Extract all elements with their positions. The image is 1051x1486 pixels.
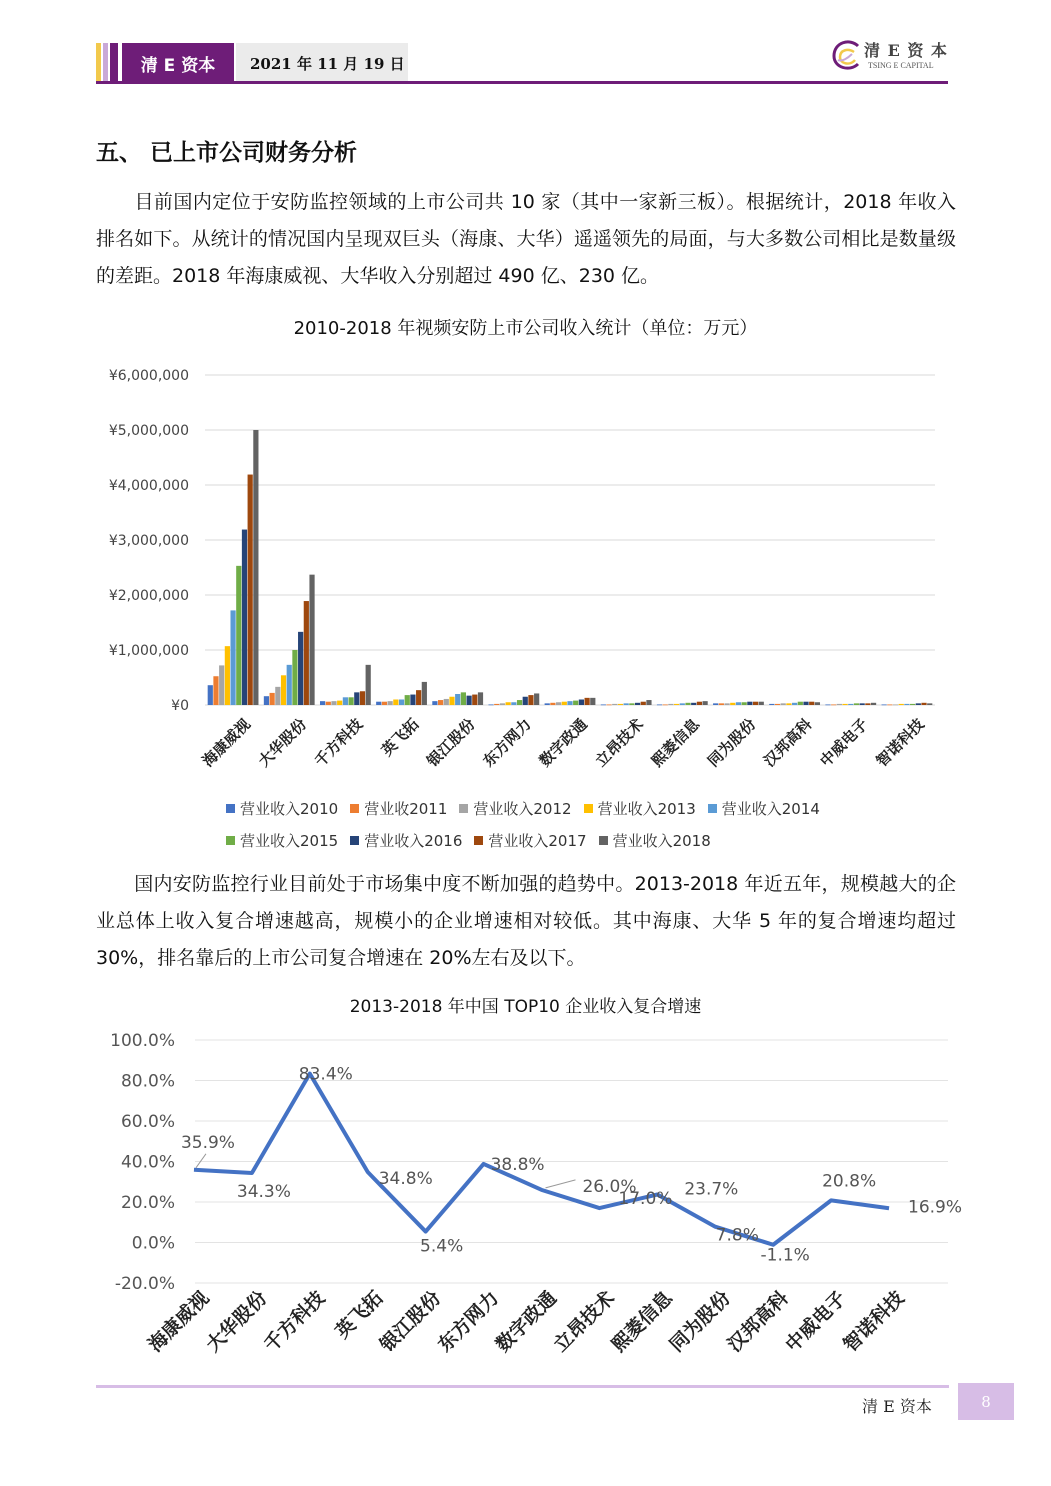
page-number: 8 [958, 1383, 1014, 1420]
bar [837, 704, 842, 705]
bar [736, 702, 741, 705]
x-tick-label: 熙菱信息 [607, 1286, 677, 1357]
label-leader-line [546, 1180, 576, 1188]
bar [567, 701, 572, 705]
y-tick-label: ¥2,000,000 [108, 588, 189, 604]
legend-swatch [226, 804, 235, 813]
bar [674, 704, 679, 705]
legend-swatch [350, 836, 359, 845]
bar [781, 703, 786, 705]
x-tick-label: 智诺科技 [839, 1286, 909, 1357]
bar [393, 700, 398, 706]
bar [225, 646, 230, 705]
data-label: 34.8% [378, 1169, 433, 1190]
bar [680, 703, 685, 705]
bar [208, 685, 213, 705]
y-tick-label: ¥0 [171, 698, 189, 714]
bar [405, 695, 410, 705]
x-tick-label: 银江股份 [375, 1286, 446, 1357]
x-tick-label: 千方科技 [311, 715, 367, 771]
bar [635, 703, 640, 705]
bar [759, 702, 764, 705]
legend-item [474, 830, 586, 851]
bar [354, 692, 359, 705]
bar [270, 693, 275, 705]
bar [556, 702, 561, 705]
bar [904, 704, 909, 705]
bar [854, 703, 859, 705]
data-label: 26.0% [582, 1176, 637, 1197]
y-tick-label: 100.0% [110, 1031, 175, 1051]
legend-label: 营业收入2017 [488, 831, 587, 850]
y-tick-label: 0.0% [131, 1233, 175, 1254]
bar [786, 703, 791, 705]
bar [410, 695, 415, 705]
data-label: 23.7% [684, 1179, 739, 1200]
bar [343, 697, 348, 705]
x-tick-label: 中威电子 [781, 1286, 851, 1357]
legend-row [226, 792, 866, 824]
bar [506, 702, 511, 705]
bar [376, 702, 381, 705]
bar [646, 700, 651, 705]
bar [438, 700, 443, 705]
legend-swatch [226, 836, 235, 845]
bar [899, 704, 904, 705]
bar [792, 703, 797, 705]
paragraph-1 [96, 184, 956, 295]
bar [337, 701, 342, 705]
bar [663, 704, 668, 705]
bar [606, 704, 611, 705]
data-label: -1.1% [760, 1245, 810, 1266]
bar [871, 703, 876, 705]
x-tick-label: 银江股份 [423, 715, 479, 771]
bar-chart-title: 2010-2018 年视频安防上市公司收入统计（单位：万元） [293, 318, 758, 339]
bar [927, 703, 932, 705]
footer-brand: 清 E 资本 [862, 1397, 932, 1416]
bar [685, 703, 690, 705]
bar [320, 701, 325, 705]
bar [703, 701, 708, 705]
bar [618, 704, 623, 705]
x-tick-label: 东方网力 [433, 1286, 504, 1357]
bar [719, 703, 724, 705]
y-tick-label: -20.0% [114, 1274, 175, 1294]
bar [399, 700, 404, 706]
bar [236, 566, 241, 705]
revenue-bar-chart [0, 340, 1051, 840]
bar [388, 701, 393, 705]
data-label: 5.4% [420, 1236, 464, 1257]
x-tick-label: 数字政通 [535, 715, 591, 771]
legend-item [226, 798, 338, 819]
bar [360, 691, 365, 705]
data-label: 20.8% [822, 1171, 877, 1192]
x-tick-label: 东方网力 [479, 715, 535, 771]
data-label: 16.9% [908, 1197, 963, 1218]
logo-swirl-icon [828, 36, 864, 76]
legend-item [599, 830, 711, 851]
bar [590, 698, 595, 705]
data-label: 7.8% [715, 1225, 759, 1246]
legend-label: 营业收入2016 [364, 831, 463, 850]
legend-label: 营业收入2013 [597, 799, 696, 818]
x-tick-label: 海康威视 [198, 715, 254, 771]
x-tick-label: 中威电子 [816, 715, 872, 771]
bar [730, 703, 735, 705]
bar [809, 702, 814, 705]
bar [511, 702, 516, 705]
bar [775, 704, 780, 705]
bar [304, 601, 309, 705]
bar [494, 704, 499, 705]
bar [910, 704, 915, 705]
bar [916, 703, 921, 705]
bar [264, 696, 269, 705]
bar [831, 704, 836, 705]
bar [747, 702, 752, 705]
x-tick-label: 数字政通 [491, 1286, 562, 1357]
bar [466, 696, 471, 705]
bar [798, 702, 803, 705]
bar [472, 695, 477, 705]
bar [213, 676, 218, 705]
label-leader-line [196, 1154, 206, 1168]
x-tick-label: 熙菱信息 [647, 715, 704, 771]
legend-swatch [599, 836, 608, 845]
legend-item [584, 798, 696, 819]
legend-item [350, 830, 462, 851]
bar-chart-legend [226, 792, 866, 856]
header-rule [96, 81, 948, 84]
legend-label: 营业收入2012 [473, 799, 572, 818]
bar [331, 701, 336, 705]
data-label: 38.8% [490, 1154, 545, 1175]
bar [691, 703, 696, 705]
bar [528, 695, 533, 705]
bar [769, 704, 774, 705]
y-tick-label: ¥6,000,000 [108, 368, 189, 384]
bar [281, 675, 286, 705]
y-tick-label: 60.0% [120, 1112, 175, 1132]
y-tick-label: 40.0% [120, 1152, 175, 1173]
x-tick-label: 同为股份 [704, 715, 760, 771]
bar [309, 575, 314, 705]
bar [860, 703, 865, 705]
x-tick-label: 英飞拓 [331, 1286, 388, 1343]
x-tick-label: 大华股份 [254, 715, 311, 771]
x-tick-label: 立昂技术 [591, 715, 647, 771]
bar [579, 700, 584, 706]
legend-item [708, 798, 820, 819]
bar [624, 703, 629, 705]
data-label: 35.9% [180, 1132, 235, 1153]
bar [461, 692, 466, 705]
bar [416, 690, 421, 705]
bar [668, 704, 673, 705]
y-tick-label: ¥5,000,000 [108, 423, 189, 439]
bar [803, 702, 808, 705]
legend-item [350, 798, 447, 819]
legend-item [226, 830, 338, 851]
legend-label: 营业收入2015 [240, 831, 339, 850]
legend-label: 营业收2011 [364, 799, 448, 818]
bar [455, 694, 460, 705]
bar [500, 703, 505, 705]
legend-row [226, 824, 866, 856]
legend-swatch [708, 804, 717, 813]
bar [865, 703, 870, 705]
bar [326, 702, 331, 705]
bar [921, 703, 926, 705]
bar [601, 704, 606, 705]
bar [478, 692, 483, 705]
y-tick-label: ¥4,000,000 [108, 478, 189, 494]
paragraph-2-text: 国内安防监控行业目前处于市场集中度不断加强的趋势中。2013-2018 年近五年，规模越大的企业总体上收入复合增速越高，规模小的企业增速相对较低。其中海康、大华 5 年的复合增速均超过 30%，排名靠后的上市公司复合增速在 20%左右及以下。 [96, 873, 956, 969]
x-tick-label: 立昂技术 [549, 1286, 619, 1357]
bar [248, 475, 253, 705]
bar [641, 702, 646, 705]
x-tick-label: 同为股份 [665, 1286, 735, 1357]
cagr-line-chart [0, 1018, 1051, 1378]
bar [292, 650, 297, 705]
bar [517, 700, 522, 705]
x-tick-label: 英飞拓 [377, 715, 423, 760]
bar [893, 704, 898, 705]
bar [585, 698, 590, 705]
bar [382, 702, 387, 705]
bar [562, 702, 567, 705]
bar [573, 701, 578, 705]
bar [422, 682, 427, 705]
x-tick-label: 海康威视 [144, 1286, 214, 1357]
bar [713, 703, 718, 705]
bar [298, 632, 303, 705]
bar [753, 702, 758, 705]
bar [432, 701, 437, 705]
header-stripes [96, 43, 120, 83]
data-label: 34.3% [236, 1182, 291, 1203]
bar [550, 703, 555, 705]
bar [287, 665, 292, 705]
bar [724, 703, 729, 705]
legend-label: 营业收入2018 [612, 831, 711, 850]
data-label: 17.0% [618, 1189, 673, 1210]
header-brand: 清 E 资本 [122, 43, 234, 83]
bar [348, 697, 353, 705]
bar [449, 697, 454, 705]
bar [815, 702, 820, 705]
bar [742, 702, 747, 705]
bar [534, 693, 539, 705]
paragraph-1-text: 目前国内定位于安防监控领域的上市公司共 10 家（其中一家新三板）。根据统计，2018 年收入排名如下。从统计的情况国内呈现双巨头（海康、大华）遥遥领先的局面，与大多数公司相比是数量级的差距。2018 年海康威视、大华收入分别超过 490 亿、230 亿。 [96, 191, 956, 287]
legend-swatch [584, 804, 593, 813]
x-tick-label: 大华股份 [202, 1286, 272, 1357]
logo-english: TSING E CAPITAL [868, 61, 934, 70]
legend-label: 营业收入2010 [240, 799, 339, 818]
legend-swatch [459, 804, 468, 813]
legend-swatch [474, 836, 483, 845]
y-tick-label: 80.0% [120, 1071, 175, 1092]
bar [366, 665, 371, 705]
bar [697, 702, 702, 705]
bar [444, 699, 449, 705]
bar [275, 687, 280, 705]
bar [523, 697, 528, 705]
bar [882, 704, 887, 705]
legend-item [459, 798, 571, 819]
bar [629, 703, 634, 705]
footer-rule [96, 1385, 949, 1388]
bar [230, 610, 235, 705]
y-tick-label: ¥1,000,000 [108, 643, 189, 659]
bar [848, 704, 853, 705]
x-tick-label: 千方科技 [260, 1286, 330, 1357]
y-tick-label: 20.0% [120, 1193, 175, 1213]
data-label: 83.4% [298, 1064, 353, 1085]
section-title: 五、 已上市公司财务分析 [96, 140, 358, 166]
bar [887, 704, 892, 705]
line-chart-title: 2013-2018 年中国 TOP10 企业收入复合增速 [349, 997, 702, 1017]
bar [488, 704, 493, 705]
legend-swatch [350, 804, 359, 813]
logo-name: 清 E 资 本 [864, 41, 948, 60]
bar [545, 703, 550, 705]
legend-label: 营业收入2014 [721, 799, 820, 818]
bar [825, 704, 830, 705]
bar [612, 704, 617, 705]
bar [219, 665, 224, 705]
bar [253, 430, 258, 705]
y-tick-label: ¥3,000,000 [108, 533, 189, 549]
bar [842, 704, 847, 705]
company-logo [828, 36, 958, 78]
bar [657, 704, 662, 705]
x-tick-label: 汉邦高科 [723, 1286, 793, 1357]
x-tick-label: 汉邦高科 [760, 715, 816, 771]
header-date: 2021 年 11 月 19 日 [236, 43, 408, 83]
bar [242, 530, 247, 705]
x-tick-label: 智诺科技 [872, 715, 928, 771]
paragraph-2 [96, 866, 956, 977]
